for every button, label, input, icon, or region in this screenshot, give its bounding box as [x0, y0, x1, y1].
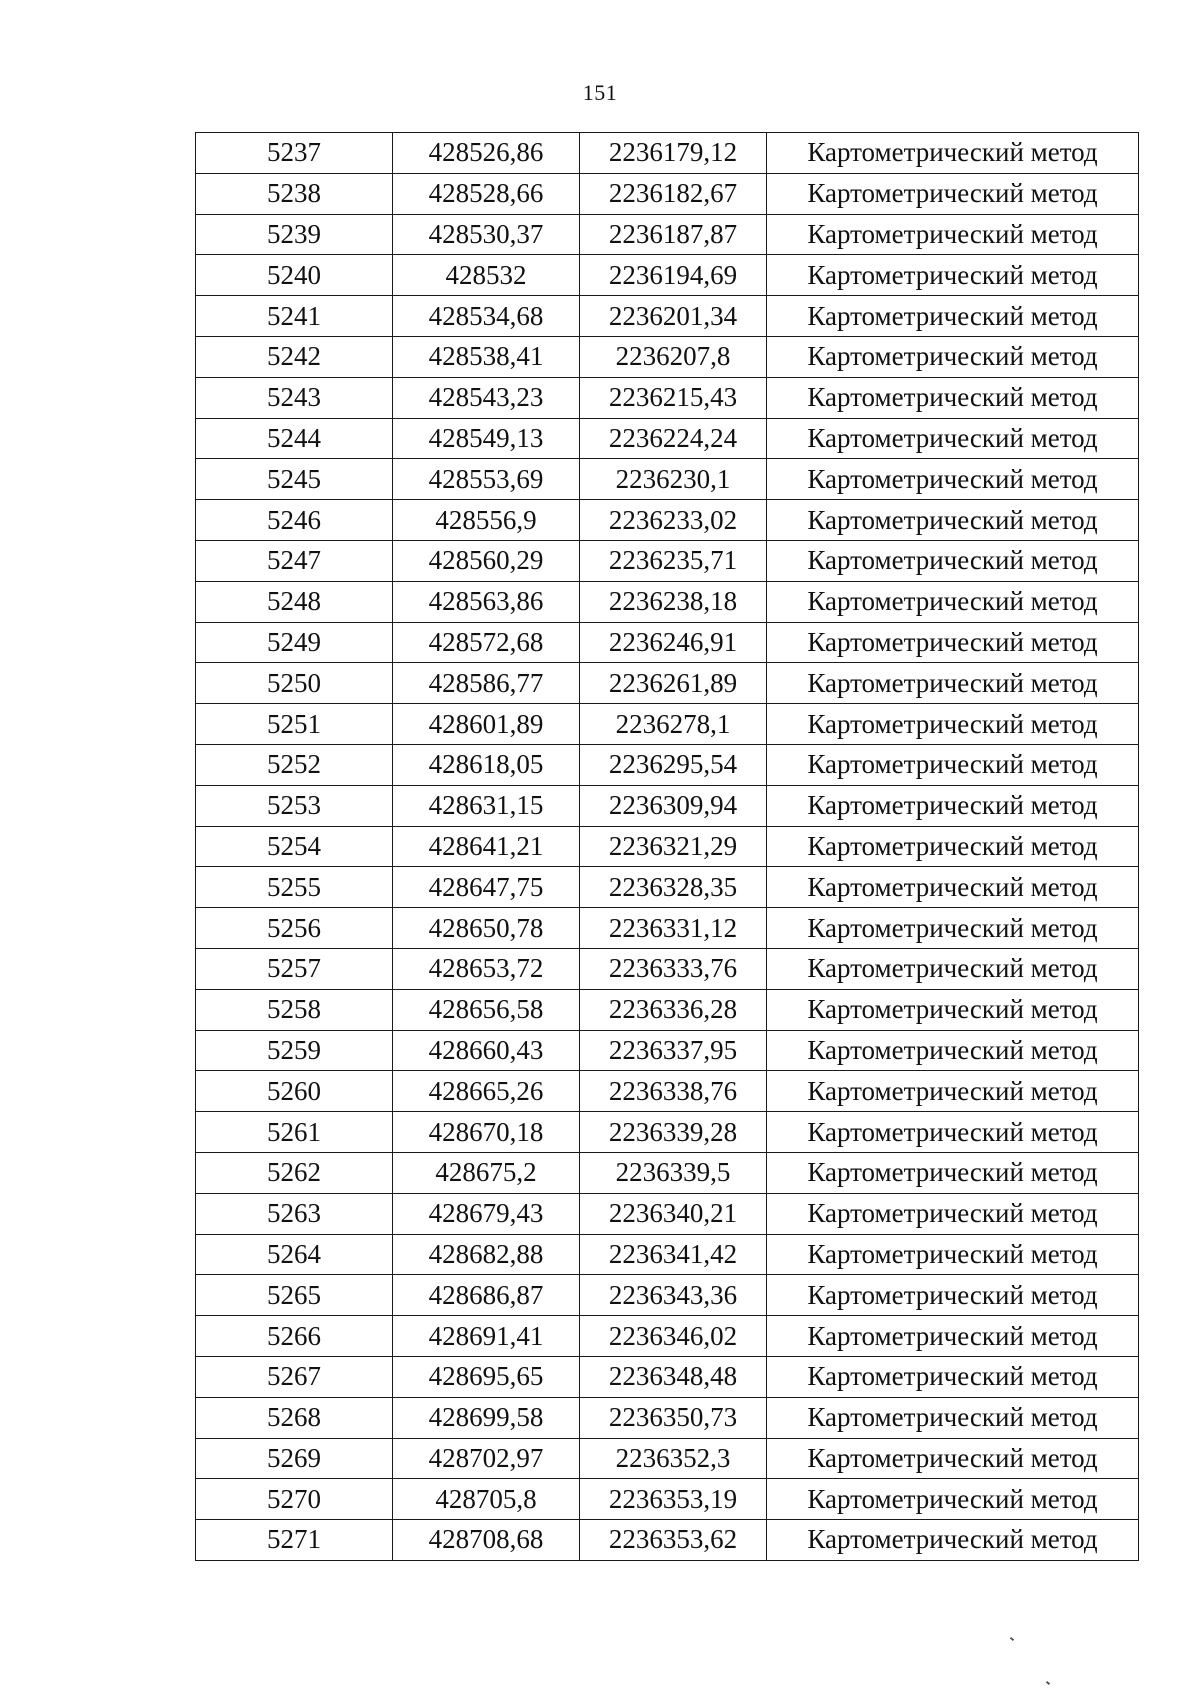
table-row: [196, 1234, 1139, 1275]
method-cell: Картометрический метод: [767, 1316, 1139, 1357]
x-coordinate-cell: 428538,41: [393, 336, 580, 377]
method-cell: Картометрический метод: [767, 744, 1139, 785]
method-cell: Картометрический метод: [767, 377, 1139, 418]
method-cell: Картометрический метод: [767, 1275, 1139, 1316]
point-number-cell: 5238: [196, 173, 393, 214]
x-coordinate-cell: 428686,87: [393, 1275, 580, 1316]
method-cell: Картометрический метод: [767, 296, 1139, 337]
table-row: [196, 744, 1139, 785]
x-coordinate-cell: 428586,77: [393, 663, 580, 704]
table-row: [196, 581, 1139, 622]
table-row: [196, 255, 1139, 296]
x-coordinate-cell: 428679,43: [393, 1193, 580, 1234]
y-coordinate-cell: 2236235,71: [580, 540, 767, 581]
y-coordinate-cell: 2236348,48: [580, 1356, 767, 1397]
method-cell: Картометрический метод: [767, 500, 1139, 541]
point-number-cell: 5256: [196, 908, 393, 949]
x-coordinate-cell: 428563,86: [393, 581, 580, 622]
method-cell: Картометрический метод: [767, 581, 1139, 622]
y-coordinate-cell: 2236336,28: [580, 989, 767, 1030]
y-coordinate-cell: 2236201,34: [580, 296, 767, 337]
table-row: [196, 540, 1139, 581]
point-number-cell: 5241: [196, 296, 393, 337]
y-coordinate-cell: 2236215,43: [580, 377, 767, 418]
method-cell: Картометрический метод: [767, 1438, 1139, 1479]
x-coordinate-cell: 428702,97: [393, 1438, 580, 1479]
x-coordinate-cell: 428653,72: [393, 948, 580, 989]
y-coordinate-cell: 2236233,02: [580, 500, 767, 541]
method-cell: Картометрический метод: [767, 1520, 1139, 1561]
point-number-cell: 5250: [196, 663, 393, 704]
x-coordinate-cell: 428705,8: [393, 1479, 580, 1520]
table-row: [196, 1152, 1139, 1193]
table-row: [196, 867, 1139, 908]
y-coordinate-cell: 2236339,28: [580, 1112, 767, 1153]
y-coordinate-cell: 2236207,8: [580, 336, 767, 377]
point-number-cell: 5240: [196, 255, 393, 296]
method-cell: Картометрический метод: [767, 948, 1139, 989]
y-coordinate-cell: 2236224,24: [580, 418, 767, 459]
point-number-cell: 5251: [196, 704, 393, 745]
x-coordinate-cell: 428695,65: [393, 1356, 580, 1397]
y-coordinate-cell: 2236341,42: [580, 1234, 767, 1275]
table-row: [196, 336, 1139, 377]
point-number-cell: 5254: [196, 826, 393, 867]
x-coordinate-cell: 428528,66: [393, 173, 580, 214]
point-number-cell: 5245: [196, 459, 393, 500]
table-row: [196, 500, 1139, 541]
point-number-cell: 5246: [196, 500, 393, 541]
y-coordinate-cell: 2236350,73: [580, 1397, 767, 1438]
table-row: [196, 1356, 1139, 1397]
table-row: [196, 1397, 1139, 1438]
method-cell: Картометрический метод: [767, 459, 1139, 500]
x-coordinate-cell: 428665,26: [393, 1071, 580, 1112]
point-number-cell: 5257: [196, 948, 393, 989]
y-coordinate-cell: 2236230,1: [580, 459, 767, 500]
x-coordinate-cell: 428560,29: [393, 540, 580, 581]
point-number-cell: 5267: [196, 1356, 393, 1397]
point-number-cell: 5262: [196, 1152, 393, 1193]
point-number-cell: 5269: [196, 1438, 393, 1479]
x-coordinate-cell: 428543,23: [393, 377, 580, 418]
method-cell: Картометрический метод: [767, 336, 1139, 377]
y-coordinate-cell: 2236333,76: [580, 948, 767, 989]
table-row: [196, 1275, 1139, 1316]
point-number-cell: 5264: [196, 1234, 393, 1275]
table-row: [196, 1520, 1139, 1561]
y-coordinate-cell: 2236194,69: [580, 255, 767, 296]
coordinates-table-body: [196, 133, 1139, 1561]
method-cell: Картометрический метод: [767, 1356, 1139, 1397]
scan-speck: [1046, 1681, 1050, 1685]
y-coordinate-cell: 2236346,02: [580, 1316, 767, 1357]
method-cell: Картометрический метод: [767, 704, 1139, 745]
table-row: [196, 377, 1139, 418]
y-coordinate-cell: 2236278,1: [580, 704, 767, 745]
method-cell: Картометрический метод: [767, 989, 1139, 1030]
y-coordinate-cell: 2236328,35: [580, 867, 767, 908]
x-coordinate-cell: 428553,69: [393, 459, 580, 500]
x-coordinate-cell: 428647,75: [393, 867, 580, 908]
y-coordinate-cell: 2236331,12: [580, 908, 767, 949]
y-coordinate-cell: 2236182,67: [580, 173, 767, 214]
table-row: [196, 459, 1139, 500]
point-number-cell: 5268: [196, 1397, 393, 1438]
point-number-cell: 5252: [196, 744, 393, 785]
y-coordinate-cell: 2236337,95: [580, 1030, 767, 1071]
point-number-cell: 5237: [196, 133, 393, 174]
table-row: [196, 908, 1139, 949]
y-coordinate-cell: 2236353,19: [580, 1479, 767, 1520]
x-coordinate-cell: 428670,18: [393, 1112, 580, 1153]
method-cell: Картометрический метод: [767, 1479, 1139, 1520]
y-coordinate-cell: 2236179,12: [580, 133, 767, 174]
table-row: [196, 296, 1139, 337]
method-cell: Картометрический метод: [767, 1112, 1139, 1153]
table-row: [196, 418, 1139, 459]
x-coordinate-cell: 428675,2: [393, 1152, 580, 1193]
method-cell: Картометрический метод: [767, 867, 1139, 908]
x-coordinate-cell: 428556,9: [393, 500, 580, 541]
table-row: [196, 1030, 1139, 1071]
table-row: [196, 1193, 1139, 1234]
x-coordinate-cell: 428708,68: [393, 1520, 580, 1561]
method-cell: Картометрический метод: [767, 418, 1139, 459]
method-cell: Картометрический метод: [767, 255, 1139, 296]
method-cell: Картометрический метод: [767, 1193, 1139, 1234]
point-number-cell: 5270: [196, 1479, 393, 1520]
method-cell: Картометрический метод: [767, 908, 1139, 949]
method-cell: Картометрический метод: [767, 173, 1139, 214]
table-row: [196, 133, 1139, 174]
method-cell: Картометрический метод: [767, 1030, 1139, 1071]
method-cell: Картометрический метод: [767, 1071, 1139, 1112]
method-cell: Картометрический метод: [767, 540, 1139, 581]
point-number-cell: 5248: [196, 581, 393, 622]
method-cell: Картометрический метод: [767, 663, 1139, 704]
point-number-cell: 5253: [196, 785, 393, 826]
table-row: [196, 785, 1139, 826]
y-coordinate-cell: 2236321,29: [580, 826, 767, 867]
method-cell: Картометрический метод: [767, 1397, 1139, 1438]
x-coordinate-cell: 428650,78: [393, 908, 580, 949]
method-cell: Картометрический метод: [767, 826, 1139, 867]
y-coordinate-cell: 2236340,21: [580, 1193, 767, 1234]
method-cell: Картометрический метод: [767, 133, 1139, 174]
x-coordinate-cell: 428534,68: [393, 296, 580, 337]
table-row: [196, 622, 1139, 663]
point-number-cell: 5263: [196, 1193, 393, 1234]
table-row: [196, 663, 1139, 704]
table-row: [196, 948, 1139, 989]
point-number-cell: 5266: [196, 1316, 393, 1357]
method-cell: Картометрический метод: [767, 785, 1139, 826]
y-coordinate-cell: 2236238,18: [580, 581, 767, 622]
y-coordinate-cell: 2236295,54: [580, 744, 767, 785]
table-row: [196, 1316, 1139, 1357]
point-number-cell: 5259: [196, 1030, 393, 1071]
x-coordinate-cell: 428572,68: [393, 622, 580, 663]
y-coordinate-cell: 2236338,76: [580, 1071, 767, 1112]
x-coordinate-cell: 428682,88: [393, 1234, 580, 1275]
table-row: [196, 1438, 1139, 1479]
x-coordinate-cell: 428526,86: [393, 133, 580, 174]
x-coordinate-cell: 428618,05: [393, 744, 580, 785]
point-number-cell: 5271: [196, 1520, 393, 1561]
table-row: [196, 989, 1139, 1030]
x-coordinate-cell: 428549,13: [393, 418, 580, 459]
point-number-cell: 5261: [196, 1112, 393, 1153]
y-coordinate-cell: 2236343,36: [580, 1275, 767, 1316]
point-number-cell: 5242: [196, 336, 393, 377]
point-number-cell: 5260: [196, 1071, 393, 1112]
x-coordinate-cell: 428641,21: [393, 826, 580, 867]
x-coordinate-cell: 428699,58: [393, 1397, 580, 1438]
point-number-cell: 5249: [196, 622, 393, 663]
x-coordinate-cell: 428530,37: [393, 214, 580, 255]
method-cell: Картометрический метод: [767, 1152, 1139, 1193]
y-coordinate-cell: 2236353,62: [580, 1520, 767, 1561]
coordinates-table: [195, 132, 1139, 1561]
page-number: 151: [582, 80, 618, 105]
y-coordinate-cell: 2236246,91: [580, 622, 767, 663]
point-number-cell: 5247: [196, 540, 393, 581]
x-coordinate-cell: 428532: [393, 255, 580, 296]
y-coordinate-cell: 2236352,3: [580, 1438, 767, 1479]
x-coordinate-cell: 428656,58: [393, 989, 580, 1030]
x-coordinate-cell: 428691,41: [393, 1316, 580, 1357]
point-number-cell: 5243: [196, 377, 393, 418]
point-number-cell: 5239: [196, 214, 393, 255]
x-coordinate-cell: 428601,89: [393, 704, 580, 745]
table-row: [196, 1479, 1139, 1520]
x-coordinate-cell: 428631,15: [393, 785, 580, 826]
table-row: [196, 826, 1139, 867]
method-cell: Картометрический метод: [767, 1234, 1139, 1275]
y-coordinate-cell: 2236261,89: [580, 663, 767, 704]
x-coordinate-cell: 428660,43: [393, 1030, 580, 1071]
table-row: [196, 1112, 1139, 1153]
table-row: [196, 214, 1139, 255]
scan-speck: [1010, 1637, 1014, 1641]
table-row: [196, 173, 1139, 214]
point-number-cell: 5255: [196, 867, 393, 908]
point-number-cell: 5265: [196, 1275, 393, 1316]
y-coordinate-cell: 2236309,94: [580, 785, 767, 826]
point-number-cell: 5258: [196, 989, 393, 1030]
point-number-cell: 5244: [196, 418, 393, 459]
table-row: [196, 1071, 1139, 1112]
y-coordinate-cell: 2236187,87: [580, 214, 767, 255]
table-row: [196, 704, 1139, 745]
method-cell: Картометрический метод: [767, 622, 1139, 663]
method-cell: Картометрический метод: [767, 214, 1139, 255]
y-coordinate-cell: 2236339,5: [580, 1152, 767, 1193]
